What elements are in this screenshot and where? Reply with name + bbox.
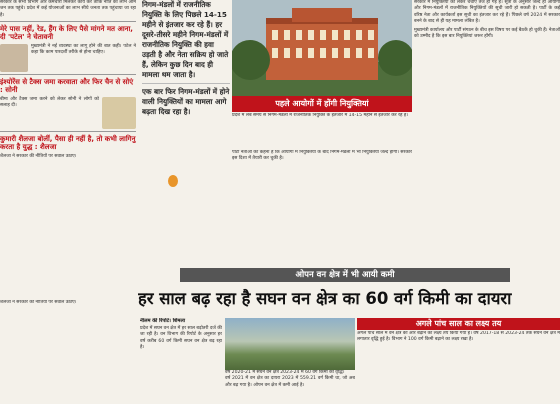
bottom-left-text: शैलजा ने सरकार की नीतियों पर सवाल उठाए। xyxy=(0,300,77,305)
mid-body xyxy=(232,150,412,260)
left-column xyxy=(0,0,136,258)
divider xyxy=(0,74,136,75)
left-headline-3: कुमारी शैलजा बोलीं, पैसा ही नहीं है, तो कभी लागिनु करता है युद्ध : शैलजा xyxy=(0,134,136,152)
logo-mark-icon xyxy=(168,175,178,187)
quote-text-2: एक बार फिर निगम-मंडलों में होने वाली नियुक्तियों का मामला आगे बढ़ता दिख रहा है। xyxy=(142,87,230,116)
divider xyxy=(0,21,136,22)
bottom-left-continuation xyxy=(0,300,136,404)
mid-lead-text: प्रदेश में लंबे समय से निगम-मंडलों में राजनीतिक नियुक्ति के इंतजार में 14-15 महीने से इंतजार कर रहे हैं। xyxy=(232,113,409,118)
left-para-2: मुख्यमंत्री ने नई व्यवस्था का लागू होने की बात कही। पटेल ने कहा कि काम पारदर्शी तरीके से होना चाहिए। xyxy=(31,43,136,56)
right-text-2: मुख्यमंत्री कार्यालय और पार्टी संगठन के बीच इस विषय पर कई बैठकें हो चुकी हैं। नेताओं को उम्मीद है कि इस बार नियुक्तियां जरूर होंगी। xyxy=(414,28,560,40)
left-headline-1: मेरे पास नहीं, रेड, हैंग के लिए पैसे मांगने मत आना, दी 'पटेल' ने चेतावनी xyxy=(0,24,133,42)
left-para-1: सरकार के सभी विभाग और कर्मचारी मिलकर कार्य करें ताकि नीति का लाभ आम जन तक पहुंचे। प्रदेश में कई योजनाओं का लाभ सीधे जनता तक पहुंचाया जा रहा है। xyxy=(0,0,136,18)
story-column-1 xyxy=(140,318,222,404)
story-right-text: अगले पांच साल में वन क्षेत्र को और बढ़ाने का लक्ष्य तय किया गया है। वर्ष 2017-18 से 2023-24 तक सघन वन क्षेत्र में लगातार वृद्धि हुई है। विभाग ने 100 वर्ग किमी बढ़ाने का लक्ष्य रखा है। xyxy=(357,331,560,343)
forest-photo xyxy=(225,318,355,370)
left-para-3: बीमा और टैक्स जमा करने को लेकर सोनी ने लोगों को सलाह दी। xyxy=(0,96,99,109)
story-right-column xyxy=(357,331,560,404)
story-headline: हर साल बढ़ रहा है सघन वन क्षेत्र का 60 वर्ग किमी का दायरा xyxy=(138,289,512,308)
right-column xyxy=(414,0,560,258)
section-band: अगले पांच साल का लक्ष्य तय xyxy=(357,318,560,330)
byline: नीलम की रिपोर्ट। शिमला xyxy=(140,318,186,324)
forest-caption: वर्ष 2020-21 में सघन वन क्षेत्र 2023-24 में 60 वर्ग किमी की वृद्धि। xyxy=(225,370,345,375)
politician-photo xyxy=(0,44,28,72)
income-tax-graphic xyxy=(102,97,136,129)
quote-divider xyxy=(142,83,230,84)
left-headline-2: इंश्योरेंस से टैक्स जमा करवाता और फिर चैन से सोएं : सोनी xyxy=(0,77,134,95)
quote-block xyxy=(142,0,230,160)
story-col2-text: वर्ष 2021 में वन क्षेत्र का दायरा 2023 में 559.21 वर्ग किमी था, जो अब और बढ़ गया है। ओपन वन क्षेत्र में कमी आई है। xyxy=(225,376,355,388)
story-kicker: ओपन वन क्षेत्र में भी आयी कमी xyxy=(180,268,510,282)
forest-caption-block xyxy=(225,370,355,404)
divider xyxy=(0,131,136,132)
quote-text: निगम-मंडलों में राजनीतिक नियुक्ति के लिए पिछले 14-15 महीने से इंतजार कर रहे हैं। हर दूसरे-तीसरे महीने निगम-मंडलों में राजनीतिक नियुक्ति की हवा उड़ती है और नेता सक्रिय हो जाते हैं, लेकिन कुछ दिन बाद ही मामला थम जाता है। xyxy=(142,0,229,79)
story-col1-text: प्रदेश में सघन वन क्षेत्र में हर साल बढ़ोतरी दर्ज की जा रही है। वन विभाग की रिपोर्ट के अनुसार हर वर्ष करीब 60 वर्ग किमी सघन वन क्षेत्र बढ़ रहा है। xyxy=(140,326,222,350)
mid-body-text: पार्टी नेताओं का कहना है कि आयोगों में नियुक्तियों के बाद निगम-मंडलों में भी नियुक्तियां जल्द होंगी। सरकार इस दिशा में तैयारी कर चुकी है। xyxy=(232,150,412,162)
right-text: सरकार में नियुक्तियों को लेकर चर्चाएं तेज हो गई हैं। सूत्रों के अनुसार जल्द ही आयोगों और निगम-मंडलों में राजनीतिक नियुक्तियों की सूची जारी हो सकती है। पार्टी के कई वरिष्ठ नेता और कार्यकर्ता इस सूची का इंतजार कर रहे हैं। पिछले वर्ष 2024 में सरकार बनने के बाद से ही यह मामला लंबित है। xyxy=(414,0,560,24)
left-para-4: शैलजा ने सरकार की नीतियों पर सवाल उठाए। xyxy=(0,153,77,159)
mid-lead xyxy=(232,113,412,147)
photo-caption: पहले आयोगों में होंगी नियुक्तियां xyxy=(232,96,412,112)
